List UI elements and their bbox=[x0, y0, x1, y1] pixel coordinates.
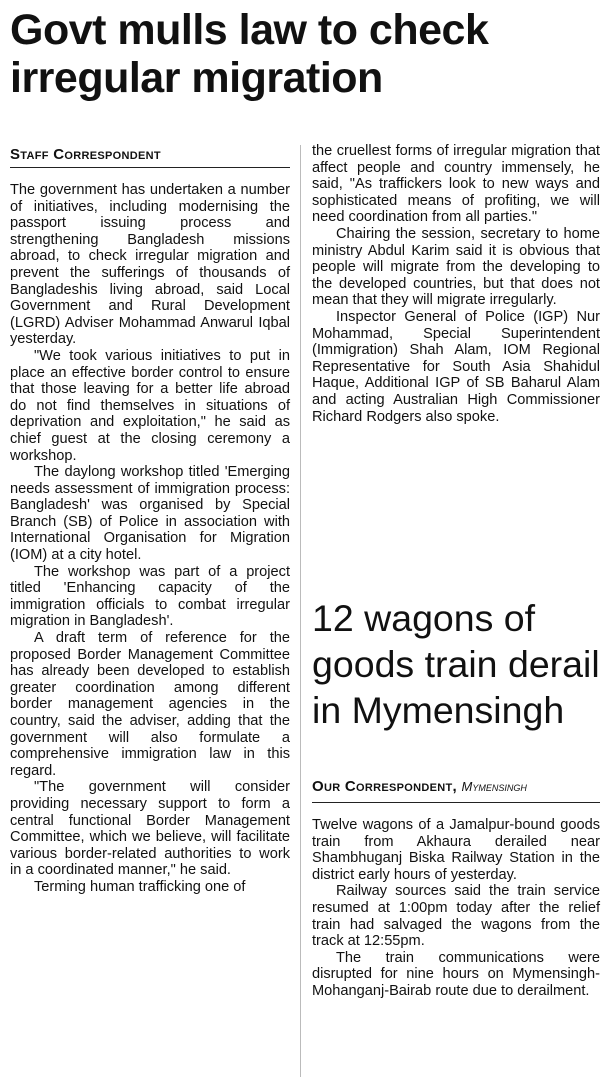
paragraph: Inspector General of Police (IGP) Nur Mohammad, Special Superintendent (Immigration) Shah Alam, IOM Regional Representative for South Asia Shahidul Haque, Additional IGP of SB Baharul Alam and acting Australian High Commissioner Richard Rodgers also spoke. bbox=[312, 308, 600, 425]
paragraph: The government has undertaken a number of initiatives, including modernising the passport issuing process and strengthening Bangladesh missions abroad, to check irregular migration and prevent the sufferings of thousands of Bangladeshis living abroad, said Local Government and Rural Development (LGRD) Adviser Mohammad Anwarul Iqbal yesterday. bbox=[10, 182, 290, 348]
byline-rule bbox=[312, 802, 600, 803]
paragraph: The daylong workshop titled 'Emerging needs assessment of immigration process: Bangladesh' was organised by Special Branch (SB) of Police in association with International Organisation for Migration (IOM) at a city hotel. bbox=[10, 464, 290, 564]
column-divider bbox=[300, 145, 301, 1077]
headline-train: 12 wagons of goods train derail in Mymensingh bbox=[312, 597, 600, 731]
paragraph: Chairing the session, secretary to home ministry Abdul Karim said it is obvious that people will migrate from the developing to the developed countries, but that does not mean that they will migrate irregularly. bbox=[312, 225, 600, 309]
story1-column1 bbox=[10, 182, 290, 896]
headline-migration: Govt mulls law to check irregular migration bbox=[10, 6, 489, 102]
byline-rule bbox=[10, 167, 290, 168]
byline-staff: Staff Correspondent bbox=[10, 146, 161, 163]
byline-location: Mymensingh bbox=[461, 779, 527, 794]
paragraph: "We took various initiatives to put in place an effective border control to ensure that those leaving for a better life abroad do not find themselves in situations of deprivation and exploitation," he said as chief guest at the closing ceremony a workshop. bbox=[10, 347, 290, 464]
paragraph: The train communications were disrupted for nine hours on Mymensingh-Mohanganj-Bairab route due to derailment. bbox=[312, 949, 600, 999]
story1-column2 bbox=[312, 143, 600, 425]
paragraph: Railway sources said the train service resumed at 1:00pm today after the relief train had salvaged the wagons from the track at 12:55pm. bbox=[312, 883, 600, 950]
paragraph: A draft term of reference for the proposed Border Management Committee has already been developed to establish greater coordination among different border management agencies in the country, said the adviser, adding that the government will also formulate a comprehensive immigration law in this regard. bbox=[10, 630, 290, 779]
paragraph: Twelve wagons of a Jamalpur-bound goods train from Akhaura derailed near Shambhuganj Biska Railway Station in the district early hours of yesterday. bbox=[312, 817, 600, 883]
story2-body bbox=[312, 817, 600, 1000]
byline-text: Our Correspondent, bbox=[312, 778, 458, 795]
paragraph: "The government will consider providing necessary support to form a central functional Border Management Committee, which we believe, will facilitate various border-related authorities to work in a coordinated manner," he said. bbox=[10, 779, 290, 879]
byline-correspondent bbox=[312, 778, 527, 795]
paragraph: The workshop was part of a project titled 'Enhancing capacity of the immigration officials to combat irregular migration in Bangladesh'. bbox=[10, 563, 290, 630]
paragraph: Terming human trafficking one of bbox=[34, 878, 246, 895]
paragraph: the cruellest forms of irregular migration that affect people and country immensely, he said, "As traffickers look to new ways and sophisticated means of profiting, we will need coordination from all parties." bbox=[312, 143, 600, 226]
